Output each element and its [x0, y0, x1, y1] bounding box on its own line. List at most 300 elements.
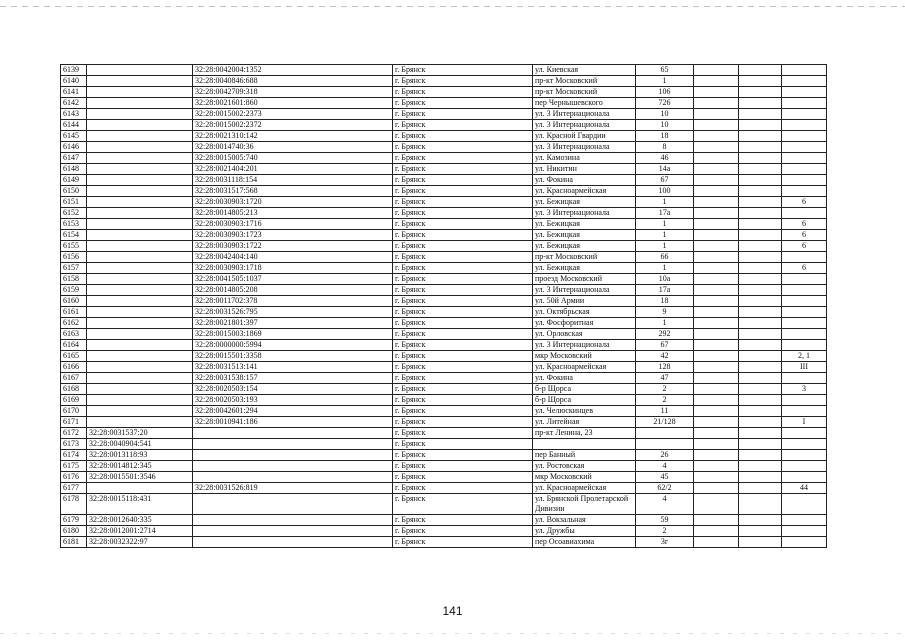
- cadastral-number-cell: 32:28:0011702:378: [193, 296, 393, 307]
- apartment-cell: 6: [782, 241, 827, 252]
- street-cell: ул. 3 Интернационала: [533, 340, 636, 351]
- cadastral-number-cell: [193, 450, 393, 461]
- cadastral-number-cell: 32:28:0041505:1037: [193, 274, 393, 285]
- extra-cell: [694, 120, 739, 131]
- house-number-cell: 59: [636, 515, 694, 526]
- extra-cell: [739, 515, 782, 526]
- house-number-cell: 726: [636, 98, 694, 109]
- cadastral-number-cell: [193, 428, 393, 439]
- apartment-cell: I: [782, 417, 827, 428]
- cadastral-number-cell: [87, 274, 193, 285]
- city-cell: г. Брянск: [393, 274, 533, 285]
- cadastral-number-cell: 32:28:0031526:819: [193, 483, 393, 494]
- city-cell: г. Брянск: [393, 340, 533, 351]
- table-row: [61, 241, 827, 252]
- extra-cell: [739, 395, 782, 406]
- city-cell: г. Брянск: [393, 65, 533, 76]
- extra-cell: [694, 472, 739, 483]
- cadastral-number-cell: [87, 395, 193, 406]
- extra-cell: [739, 197, 782, 208]
- apartment-cell: [782, 109, 827, 120]
- street-cell: ул. 3 Интернационала: [533, 142, 636, 153]
- extra-cell: [739, 241, 782, 252]
- cadastral-number-cell: 32:28:0015002:2373: [193, 109, 393, 120]
- extra-cell: [739, 175, 782, 186]
- cadastral-number-cell: 32:28:0015003:1869: [193, 329, 393, 340]
- apartment-cell: [782, 120, 827, 131]
- cadastral-number-cell: 32:28:0000000:5994: [193, 340, 393, 351]
- extra-cell: [739, 384, 782, 395]
- apartment-cell: 3: [782, 384, 827, 395]
- apartment-cell: [782, 515, 827, 526]
- city-cell: г. Брянск: [393, 208, 533, 219]
- table-row: [61, 373, 827, 384]
- extra-cell: [739, 230, 782, 241]
- apartment-cell: [782, 186, 827, 197]
- extra-cell: [694, 450, 739, 461]
- extra-cell: [694, 296, 739, 307]
- apartment-cell: [782, 131, 827, 142]
- house-number-cell: 10а: [636, 274, 694, 285]
- table-row: [61, 285, 827, 296]
- table-row: [61, 362, 827, 373]
- record-number-cell: 6165: [61, 351, 87, 362]
- city-cell: г. Брянск: [393, 406, 533, 417]
- house-number-cell: 9: [636, 307, 694, 318]
- street-cell: ул. Вокзальная: [533, 515, 636, 526]
- table-row: [61, 197, 827, 208]
- apartment-cell: [782, 285, 827, 296]
- extra-cell: [739, 186, 782, 197]
- apartment-cell: [782, 142, 827, 153]
- house-number-cell: 1: [636, 241, 694, 252]
- extra-cell: [694, 461, 739, 472]
- cadastral-number-cell: 32:28:0042709:318: [193, 87, 393, 98]
- house-number-cell: 42: [636, 351, 694, 362]
- record-number-cell: 6149: [61, 175, 87, 186]
- cadastral-number-cell: 32:28:0030903:1720: [193, 197, 393, 208]
- city-cell: г. Брянск: [393, 329, 533, 340]
- scan-artifact-top: [0, 6, 905, 7]
- table-row: [61, 494, 827, 515]
- house-number-cell: 62/2: [636, 483, 694, 494]
- apartment-cell: [782, 373, 827, 384]
- street-cell: ул. Никитин: [533, 164, 636, 175]
- extra-cell: [694, 428, 739, 439]
- extra-cell: [694, 526, 739, 537]
- extra-cell: [739, 461, 782, 472]
- street-cell: ул. Красноармейская: [533, 362, 636, 373]
- extra-cell: [694, 285, 739, 296]
- extra-cell: [739, 87, 782, 98]
- cadastral-number-cell: [87, 230, 193, 241]
- apartment-cell: [782, 65, 827, 76]
- record-number-cell: 6181: [61, 537, 87, 548]
- cadastral-number-cell: 32:28:0012001:2714: [87, 526, 193, 537]
- cadastral-number-cell: 32:28:0031537:20: [87, 428, 193, 439]
- record-number-cell: 6163: [61, 329, 87, 340]
- table-row: [61, 472, 827, 483]
- table-row: [61, 461, 827, 472]
- record-number-cell: 6145: [61, 131, 87, 142]
- street-cell: ул. Бежицкая: [533, 219, 636, 230]
- extra-cell: [694, 87, 739, 98]
- table-row: [61, 263, 827, 274]
- extra-cell: [694, 307, 739, 318]
- cadastral-number-cell: 32:28:0010941:186: [193, 417, 393, 428]
- house-number-cell: 67: [636, 175, 694, 186]
- record-number-cell: 6152: [61, 208, 87, 219]
- house-number-cell: 100: [636, 186, 694, 197]
- street-cell: б-р Щорса: [533, 384, 636, 395]
- apartment-cell: 6: [782, 230, 827, 241]
- city-cell: г. Брянск: [393, 307, 533, 318]
- extra-cell: [694, 241, 739, 252]
- extra-cell: [694, 76, 739, 87]
- cadastral-number-cell: [87, 285, 193, 296]
- house-number-cell: [636, 428, 694, 439]
- cadastral-number-cell: 32:28:0030903:1718: [193, 263, 393, 274]
- cadastral-number-cell: [87, 208, 193, 219]
- extra-cell: [694, 109, 739, 120]
- cadastral-number-cell: 32:28:0015005:740: [193, 153, 393, 164]
- extra-cell: [739, 153, 782, 164]
- house-number-cell: 10: [636, 120, 694, 131]
- extra-cell: [694, 252, 739, 263]
- table-row: [61, 65, 827, 76]
- house-number-cell: 18: [636, 131, 694, 142]
- cadastral-number-cell: 32:28:0014812:345: [87, 461, 193, 472]
- cadastral-number-cell: [193, 472, 393, 483]
- extra-cell: [739, 483, 782, 494]
- record-number-cell: 6159: [61, 285, 87, 296]
- extra-cell: [739, 362, 782, 373]
- street-cell: ул. Бежицкая: [533, 263, 636, 274]
- record-number-cell: 6158: [61, 274, 87, 285]
- house-number-cell: 45: [636, 472, 694, 483]
- cadastral-number-cell: [87, 351, 193, 362]
- house-number-cell: 2: [636, 395, 694, 406]
- city-cell: г. Брянск: [393, 296, 533, 307]
- cadastral-number-cell: [87, 142, 193, 153]
- extra-cell: [739, 274, 782, 285]
- cadastral-number-cell: [87, 87, 193, 98]
- city-cell: г. Брянск: [393, 153, 533, 164]
- cadastral-number-cell: 32:28:0015118:431: [87, 494, 193, 515]
- record-number-cell: 6157: [61, 263, 87, 274]
- cadastral-number-cell: [87, 164, 193, 175]
- city-cell: г. Брянск: [393, 285, 533, 296]
- extra-cell: [739, 537, 782, 548]
- cadastral-number-cell: 32:28:0021310:142: [193, 131, 393, 142]
- cadastral-number-cell: [87, 186, 193, 197]
- extra-cell: [694, 483, 739, 494]
- cadastral-number-cell: 32:28:0015501:3546: [87, 472, 193, 483]
- cadastral-number-cell: [87, 175, 193, 186]
- table-row: [61, 274, 827, 285]
- apartment-cell: [782, 340, 827, 351]
- house-number-cell: 8: [636, 142, 694, 153]
- cadastral-number-cell: 32:28:0032322:97: [87, 537, 193, 548]
- apartment-cell: 2, 1: [782, 351, 827, 362]
- cadastral-number-cell: [87, 329, 193, 340]
- apartment-cell: [782, 175, 827, 186]
- extra-cell: [694, 263, 739, 274]
- house-number-cell: 2: [636, 384, 694, 395]
- apartment-cell: [782, 526, 827, 537]
- street-cell: ул. Ростовская: [533, 461, 636, 472]
- street-cell: ул. Дружбы: [533, 526, 636, 537]
- record-number-cell: 6148: [61, 164, 87, 175]
- apartment-cell: [782, 76, 827, 87]
- table-row: [61, 417, 827, 428]
- city-cell: г. Брянск: [393, 472, 533, 483]
- apartment-cell: [782, 395, 827, 406]
- cadastral-number-cell: [87, 362, 193, 373]
- table-row: [61, 450, 827, 461]
- city-cell: г. Брянск: [393, 537, 533, 548]
- apartment-cell: [782, 406, 827, 417]
- table-row: [61, 120, 827, 131]
- extra-cell: [694, 219, 739, 230]
- street-cell: пр-кт Ленина, 23: [533, 428, 636, 439]
- record-number-cell: 6139: [61, 65, 87, 76]
- street-cell: пер Чернышевского: [533, 98, 636, 109]
- apartment-cell: [782, 461, 827, 472]
- cadastral-number-cell: 32:28:0015501:3358: [193, 351, 393, 362]
- house-number-cell: 65: [636, 65, 694, 76]
- apartment-cell: [782, 153, 827, 164]
- table-row: [61, 483, 827, 494]
- house-number-cell: 4: [636, 461, 694, 472]
- cadastral-number-cell: 32:28:0015002:2372: [193, 120, 393, 131]
- street-cell: ул. Челюскинцев: [533, 406, 636, 417]
- extra-cell: [694, 131, 739, 142]
- extra-cell: [739, 98, 782, 109]
- house-number-cell: 4: [636, 494, 694, 515]
- street-cell: ул. Литейная: [533, 417, 636, 428]
- city-cell: г. Брянск: [393, 384, 533, 395]
- apartment-cell: [782, 329, 827, 340]
- house-number-cell: 14а: [636, 164, 694, 175]
- cadastral-number-cell: [87, 252, 193, 263]
- cadastral-number-cell: 32:28:0021601:860: [193, 98, 393, 109]
- city-cell: г. Брянск: [393, 263, 533, 274]
- street-cell: б-р Щорса: [533, 395, 636, 406]
- extra-cell: [739, 417, 782, 428]
- cadastral-number-cell: [87, 120, 193, 131]
- apartment-cell: 6: [782, 197, 827, 208]
- extra-cell: [739, 285, 782, 296]
- cadastral-number-cell: [87, 241, 193, 252]
- extra-cell: [739, 109, 782, 120]
- city-cell: г. Брянск: [393, 186, 533, 197]
- cadastral-number-cell: [193, 439, 393, 450]
- extra-cell: [694, 65, 739, 76]
- apartment-cell: [782, 274, 827, 285]
- table-row: [61, 131, 827, 142]
- city-cell: г. Брянск: [393, 98, 533, 109]
- extra-cell: [694, 230, 739, 241]
- registry-body: [61, 65, 827, 548]
- city-cell: г. Брянск: [393, 142, 533, 153]
- record-number-cell: 6168: [61, 384, 87, 395]
- city-cell: г. Брянск: [393, 417, 533, 428]
- extra-cell: [694, 208, 739, 219]
- apartment-cell: [782, 252, 827, 263]
- table-row: [61, 87, 827, 98]
- record-number-cell: 6169: [61, 395, 87, 406]
- cadastral-number-cell: [87, 65, 193, 76]
- city-cell: г. Брянск: [393, 515, 533, 526]
- extra-cell: [739, 373, 782, 384]
- extra-cell: [694, 515, 739, 526]
- cadastral-number-cell: [87, 98, 193, 109]
- cadastral-number-cell: 32:28:0031118:154: [193, 175, 393, 186]
- record-number-cell: 6142: [61, 98, 87, 109]
- house-number-cell: 3г: [636, 537, 694, 548]
- cadastral-number-cell: 32:28:0021801:397: [193, 318, 393, 329]
- house-number-cell: 17а: [636, 208, 694, 219]
- apartment-cell: 44: [782, 483, 827, 494]
- house-number-cell: 2: [636, 526, 694, 537]
- city-cell: г. Брянск: [393, 494, 533, 515]
- table-row: [61, 537, 827, 548]
- street-cell: ул. Фокина: [533, 373, 636, 384]
- city-cell: г. Брянск: [393, 164, 533, 175]
- table-row: [61, 208, 827, 219]
- city-cell: г. Брянск: [393, 483, 533, 494]
- extra-cell: [739, 208, 782, 219]
- street-cell: ул. 3 Интернационала: [533, 109, 636, 120]
- extra-cell: [739, 318, 782, 329]
- cadastral-number-cell: 32:28:0040846:688: [193, 76, 393, 87]
- table-row: [61, 76, 827, 87]
- extra-cell: [694, 164, 739, 175]
- record-number-cell: 6176: [61, 472, 87, 483]
- apartment-cell: [782, 307, 827, 318]
- cadastral-number-cell: [87, 76, 193, 87]
- cadastral-number-cell: 32:28:0020503:193: [193, 395, 393, 406]
- extra-cell: [739, 131, 782, 142]
- city-cell: г. Брянск: [393, 241, 533, 252]
- city-cell: г. Брянск: [393, 351, 533, 362]
- street-cell: ул. Октябрьская: [533, 307, 636, 318]
- table-row: [61, 340, 827, 351]
- record-number-cell: 6141: [61, 87, 87, 98]
- record-number-cell: 6153: [61, 219, 87, 230]
- extra-cell: [694, 318, 739, 329]
- street-cell: ул. Бежицкая: [533, 241, 636, 252]
- page-number: 141: [442, 604, 463, 618]
- property-registry-table: [60, 64, 827, 548]
- extra-cell: [739, 76, 782, 87]
- street-cell: ул. Орловская: [533, 329, 636, 340]
- record-number-cell: 6151: [61, 197, 87, 208]
- house-number-cell: 46: [636, 153, 694, 164]
- city-cell: г. Брянск: [393, 120, 533, 131]
- extra-cell: [739, 307, 782, 318]
- extra-cell: [694, 186, 739, 197]
- apartment-cell: [782, 164, 827, 175]
- table-row: [61, 153, 827, 164]
- extra-cell: [739, 164, 782, 175]
- cadastral-number-cell: [87, 406, 193, 417]
- apartment-cell: III: [782, 362, 827, 373]
- street-cell: ул. Красной Гвардии: [533, 131, 636, 142]
- table-row: [61, 406, 827, 417]
- city-cell: г. Брянск: [393, 197, 533, 208]
- street-cell: пр-кт Московский: [533, 76, 636, 87]
- city-cell: г. Брянск: [393, 428, 533, 439]
- cadastral-number-cell: [87, 417, 193, 428]
- extra-cell: [739, 439, 782, 450]
- cadastral-number-cell: [87, 318, 193, 329]
- apartment-cell: [782, 98, 827, 109]
- street-cell: пер Осоавиахима: [533, 537, 636, 548]
- cadastral-number-cell: [87, 296, 193, 307]
- street-cell: ул. Фокина: [533, 175, 636, 186]
- table-row: [61, 329, 827, 340]
- table-row: [61, 296, 827, 307]
- street-cell: мкр Московский: [533, 472, 636, 483]
- extra-cell: [694, 537, 739, 548]
- record-number-cell: 6162: [61, 318, 87, 329]
- record-number-cell: 6155: [61, 241, 87, 252]
- extra-cell: [739, 219, 782, 230]
- city-cell: г. Брянск: [393, 362, 533, 373]
- table-row: [61, 142, 827, 153]
- extra-cell: [739, 340, 782, 351]
- house-number-cell: 26: [636, 450, 694, 461]
- extra-cell: [694, 175, 739, 186]
- cadastral-number-cell: 32:28:0031513:141: [193, 362, 393, 373]
- house-number-cell: 66: [636, 252, 694, 263]
- house-number-cell: 1: [636, 76, 694, 87]
- house-number-cell: 17а: [636, 285, 694, 296]
- apartment-cell: 6: [782, 263, 827, 274]
- extra-cell: [694, 351, 739, 362]
- record-number-cell: 6175: [61, 461, 87, 472]
- record-number-cell: 6178: [61, 494, 87, 515]
- house-number-cell: 1: [636, 263, 694, 274]
- city-cell: г. Брянск: [393, 450, 533, 461]
- extra-cell: [739, 329, 782, 340]
- house-number-cell: 128: [636, 362, 694, 373]
- cadastral-number-cell: 32:28:0020503:154: [193, 384, 393, 395]
- record-number-cell: 6167: [61, 373, 87, 384]
- street-cell: ул. 3 Интернационала: [533, 120, 636, 131]
- cadastral-number-cell: 32:28:0013118:93: [87, 450, 193, 461]
- house-number-cell: 18: [636, 296, 694, 307]
- record-number-cell: 6147: [61, 153, 87, 164]
- house-number-cell: 106: [636, 87, 694, 98]
- table-row: [61, 307, 827, 318]
- cadastral-number-cell: 32:28:0031526:795: [193, 307, 393, 318]
- house-number-cell: 1: [636, 219, 694, 230]
- city-cell: г. Брянск: [393, 109, 533, 120]
- record-number-cell: 6161: [61, 307, 87, 318]
- cadastral-number-cell: 32:28:0012640:335: [87, 515, 193, 526]
- cadastral-number-cell: 32:28:0040904:541: [87, 439, 193, 450]
- extra-cell: [694, 197, 739, 208]
- record-number-cell: 6166: [61, 362, 87, 373]
- record-number-cell: 6164: [61, 340, 87, 351]
- apartment-cell: [782, 87, 827, 98]
- extra-cell: [694, 406, 739, 417]
- cadastral-number-cell: [87, 263, 193, 274]
- street-cell: ул. Красноармейская: [533, 483, 636, 494]
